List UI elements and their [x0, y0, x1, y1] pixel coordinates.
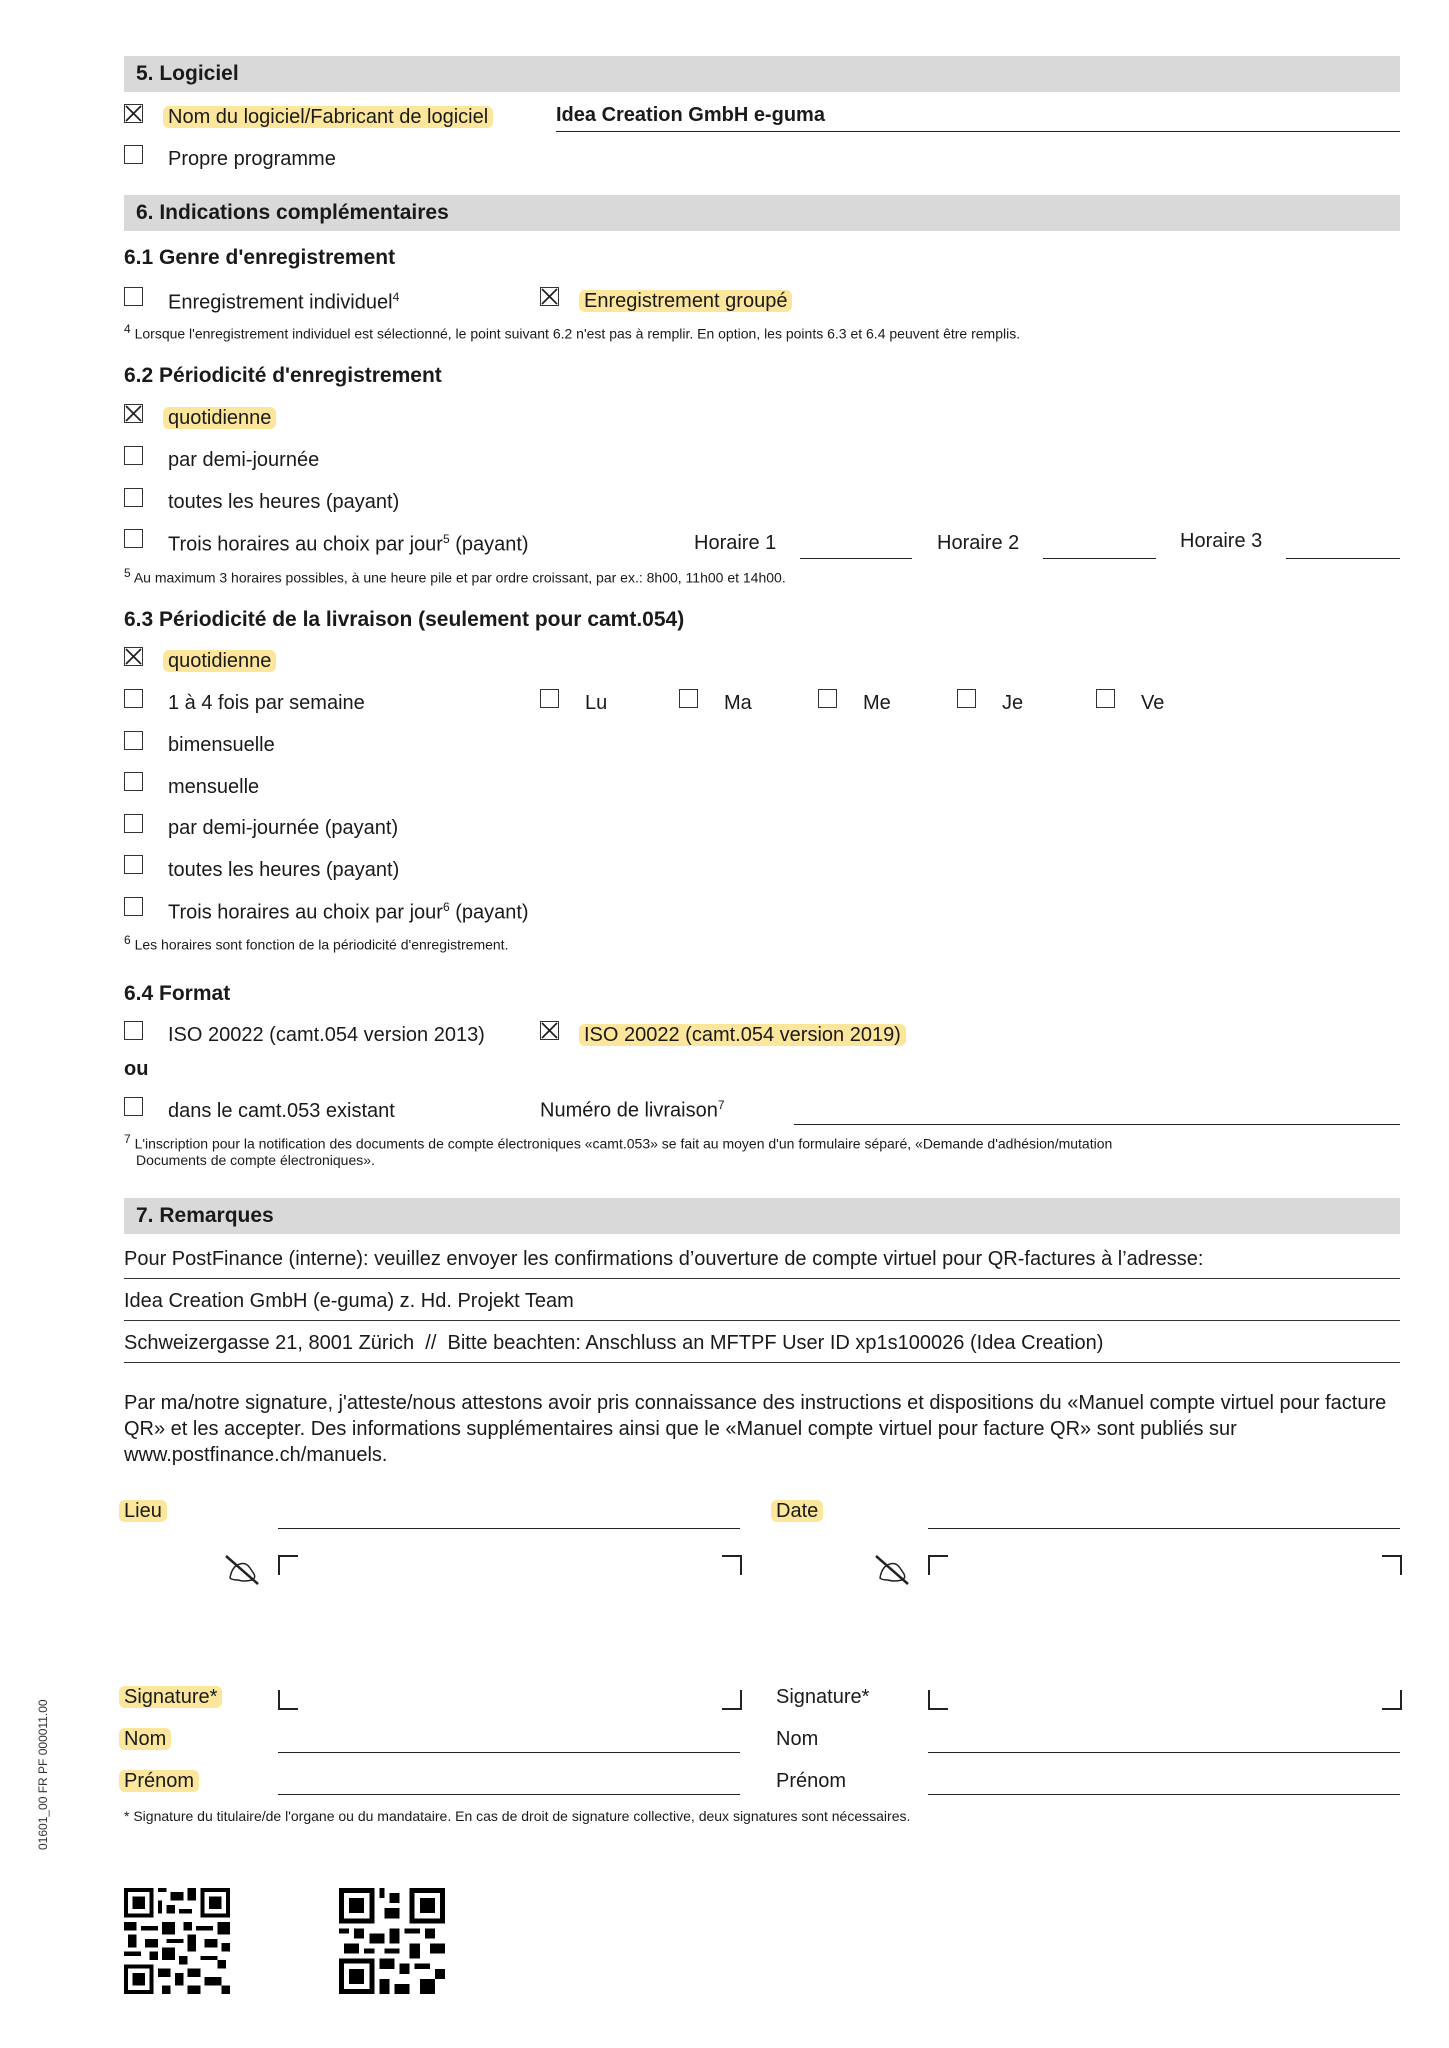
- biweekly-delivery-label: bimensuelle: [168, 734, 275, 756]
- first-name-label-right: Prénom: [776, 1770, 847, 1792]
- iso-2019-label: ISO 20022 (camt.054 version 2019): [579, 1024, 906, 1046]
- day-ma-label: Ma: [724, 692, 752, 714]
- qr-code-2: [339, 1888, 445, 1994]
- first-name-input-left[interactable]: [278, 1794, 740, 1795]
- checkbox-hourly-registration[interactable]: [124, 488, 143, 507]
- check-x-icon: [124, 404, 143, 423]
- remark-line-3[interactable]: Schweizergasse 21, 8001 Zürich // Bitte beachten: Anschluss an MFTPF User ID xp1s100026 (Idea Creation): [124, 1328, 1400, 1363]
- checkbox-group-registration[interactable]: [540, 287, 559, 306]
- group-registration-label: Enregistrement groupé: [579, 290, 792, 312]
- hourly-delivery-label: toutes les heures (payant): [168, 859, 400, 881]
- date-input[interactable]: [928, 1528, 1400, 1529]
- signature-box-corner-br: [722, 1690, 742, 1710]
- section-5-header: 5. Logiciel: [124, 56, 1400, 92]
- checkbox-day-je[interactable]: [957, 689, 976, 708]
- signature-footnote: * Signature du titulaire/de l'organe ou du mandataire. En cas de droit de signature collective, deux signatures sont nécessaires.: [124, 1808, 911, 1824]
- horaire-1-input[interactable]: [800, 558, 912, 559]
- checkbox-day-ma[interactable]: [679, 689, 698, 708]
- footnote-5: Au maximum 3 horaires possibles, à une heure pile et par ordre croissant, par ex.: 8h00, 11h00 et 14h00.: [133, 569, 786, 586]
- check-x-icon: [124, 647, 143, 666]
- declaration-text: Par ma/notre signature, j'atteste/nous attestons avoir pris connaissance des instructions et dispositions du «Manuel compte virtuel pour facture QR» et les accepter. Des informations supplémentaires ainsi que le «Manuel compte virtuel pour facture QR» sont publiés sur www.postfinance.ch/manuels.: [124, 1392, 1387, 1466]
- signature-box-corner-tr: [1382, 1555, 1402, 1575]
- footnote-number: 5: [124, 566, 131, 580]
- first-name-label-left: Prénom: [119, 1770, 199, 1792]
- footnote-number: 4: [124, 322, 131, 336]
- footnote-number: 7: [124, 1132, 131, 1146]
- checkbox-half-day-delivery[interactable]: [124, 814, 143, 833]
- signature-label-left: Signature*: [119, 1686, 222, 1708]
- footnote-number: 6: [124, 933, 131, 947]
- check-x-icon: [540, 1021, 559, 1040]
- check-x-icon: [540, 287, 559, 306]
- checkbox-weekly-delivery[interactable]: [124, 689, 143, 708]
- footnote-ref: 5: [442, 532, 450, 546]
- last-name-input-left[interactable]: [278, 1752, 740, 1753]
- iso-2013-label: ISO 20022 (camt.054 version 2013): [168, 1024, 485, 1046]
- checkbox-day-lu[interactable]: [540, 689, 559, 708]
- checkbox-daily-delivery[interactable]: [124, 647, 143, 666]
- paid-suffix: (payant): [455, 533, 529, 556]
- checkbox-half-day-registration[interactable]: [124, 446, 143, 465]
- day-me-label: Me: [863, 692, 891, 714]
- monthly-delivery-label: mensuelle: [168, 776, 260, 798]
- checkbox-daily-registration[interactable]: [124, 404, 143, 423]
- footnote-ref: 7: [717, 1098, 725, 1112]
- individual-registration-label: Enregistrement individuel: [168, 291, 393, 314]
- three-times-delivery-label: Trois horaires au choix par jour: [168, 901, 443, 924]
- checkbox-day-ve[interactable]: [1096, 689, 1115, 708]
- form-code: 01601_00 FR PF 000011.00: [36, 1699, 50, 1850]
- checkbox-three-times-delivery[interactable]: [124, 897, 143, 916]
- camt053-label: dans le camt.053 existant: [168, 1100, 395, 1122]
- or-label: ou: [124, 1058, 149, 1080]
- checkbox-three-times-registration[interactable]: [124, 529, 143, 548]
- horaire-3-input[interactable]: [1286, 558, 1400, 559]
- half-day-registration-label: par demi-journée: [168, 449, 320, 471]
- footnote-ref: 4: [392, 290, 400, 304]
- checkbox-iso-2013[interactable]: [124, 1021, 143, 1040]
- signature-box-corner-tr: [722, 1555, 742, 1575]
- signature-box-corner-tl: [928, 1555, 948, 1575]
- day-ve-label: Ve: [1141, 692, 1165, 714]
- signature-box-corner-br: [1382, 1690, 1402, 1710]
- three-times-registration-label: Trois horaires au choix par jour: [168, 533, 443, 556]
- remark-line-1[interactable]: Pour PostFinance (interne): veuillez envoyer les confirmations d’ouverture de compte virtuel pour QR-factures à l’adresse:: [124, 1244, 1400, 1279]
- qr-code-1: [124, 1888, 230, 1994]
- daily-delivery-label: quotidienne: [163, 650, 276, 672]
- delivery-number-label: Numéro de livraison: [540, 1099, 718, 1122]
- check-x-icon: [124, 104, 143, 123]
- paid-suffix: (payant): [455, 901, 529, 924]
- checkbox-individual-registration[interactable]: [124, 287, 143, 306]
- checkbox-day-me[interactable]: [818, 689, 837, 708]
- footnote-4: Lorsque l'enregistrement individuel est sélectionné, le point suivant 6.2 n'est pas à remplir. En option, les points 6.3 et 6.4 peuvent être remplis.: [134, 325, 1021, 342]
- software-name-value[interactable]: Idea Creation GmbH e-guma: [556, 104, 825, 126]
- checkbox-own-program[interactable]: [124, 145, 143, 164]
- horaire-1-label: Horaire 1: [694, 532, 777, 554]
- subsection-6-3-title: 6.3 Périodicité de la livraison (seulement pour camt.054): [124, 608, 685, 631]
- footnote-ref: 6: [442, 900, 450, 914]
- software-name-line: [556, 131, 1400, 132]
- place-label: Lieu: [119, 1500, 167, 1522]
- first-name-input-right[interactable]: [928, 1794, 1400, 1795]
- delivery-number-input[interactable]: [794, 1124, 1400, 1125]
- signature-box-corner-tl: [278, 1555, 298, 1575]
- signature-label-right: Signature*: [776, 1686, 870, 1708]
- footnote-7-line1: L'inscription pour la notification des documents de compte électroniques «camt.053» se fait au moyen d'un formulaire séparé, «Demande d'adhésion/mutation: [134, 1135, 1113, 1152]
- checkbox-hourly-delivery[interactable]: [124, 855, 143, 874]
- date-label: Date: [771, 1500, 823, 1522]
- software-name-label: Nom du logiciel/Fabricant de logiciel: [163, 106, 493, 128]
- half-day-delivery-label: par demi-journée (payant): [168, 817, 399, 839]
- horaire-2-input[interactable]: [1043, 558, 1156, 559]
- last-name-label-left: Nom: [119, 1728, 171, 1750]
- no-handwriting-icon: [872, 1552, 912, 1593]
- day-je-label: Je: [1002, 692, 1024, 714]
- signature-box-corner-bl[interactable]: [928, 1690, 948, 1710]
- footnote-6: Les horaires sont fonction de la périodicité d'enregistrement.: [134, 936, 509, 953]
- checkbox-software-name[interactable]: [124, 104, 143, 123]
- horaire-2-label: Horaire 2: [937, 532, 1020, 554]
- horaire-3-label: Horaire 3: [1180, 530, 1263, 552]
- last-name-input-right[interactable]: [928, 1752, 1400, 1753]
- checkbox-biweekly-delivery[interactable]: [124, 731, 143, 750]
- checkbox-iso-2019[interactable]: [540, 1021, 559, 1040]
- day-lu-label: Lu: [585, 692, 608, 714]
- no-handwriting-icon: [222, 1552, 262, 1593]
- place-input[interactable]: [278, 1528, 740, 1529]
- footnote-7-line2: Documents de compte électroniques».: [136, 1152, 375, 1168]
- remark-line-2[interactable]: Idea Creation GmbH (e-guma) z. Hd. Projekt Team: [124, 1286, 1400, 1321]
- subsection-6-4-title: 6.4 Format: [124, 982, 231, 1005]
- weekly-delivery-label: 1 à 4 fois par semaine: [168, 692, 365, 714]
- own-program-label: Propre programme: [168, 148, 336, 170]
- checkbox-monthly-delivery[interactable]: [124, 772, 143, 791]
- daily-registration-label: quotidienne: [163, 407, 276, 429]
- signature-box-corner-bl[interactable]: [278, 1690, 298, 1710]
- section-6-header: 6. Indications complémentaires: [124, 195, 1400, 231]
- subsection-6-2-title: 6.2 Périodicité d'enregistrement: [124, 364, 442, 387]
- hourly-registration-label: toutes les heures (payant): [168, 491, 400, 513]
- section-7-header: 7. Remarques: [124, 1198, 1400, 1234]
- checkbox-camt053[interactable]: [124, 1097, 143, 1116]
- last-name-label-right: Nom: [776, 1728, 819, 1750]
- subsection-6-1-title: 6.1 Genre d'enregistrement: [124, 246, 396, 269]
